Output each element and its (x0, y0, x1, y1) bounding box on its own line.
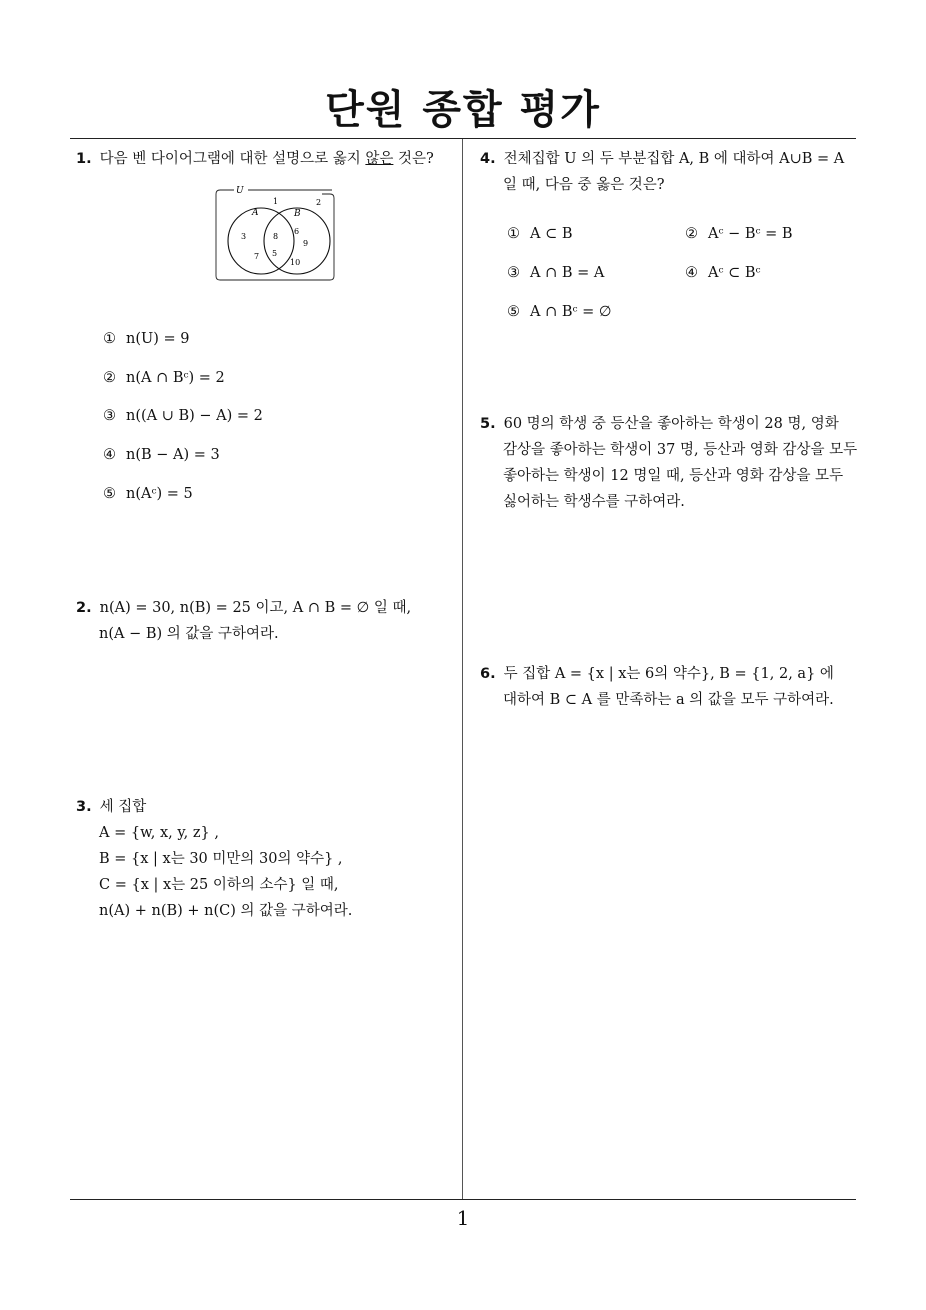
question-6 (480, 661, 860, 713)
question-line: n(A) = 30, n(B) = 25 이고, A ∩ B = ∅ 일 때, (99, 600, 412, 616)
venn-diagram (212, 183, 340, 285)
q1-choice-4: ④ n(B − A) = 3 (103, 447, 220, 463)
set-a-definition: A = {w, x, y, z} , (99, 825, 219, 841)
question-stem-end: 것은? (393, 151, 434, 167)
question-5 (480, 411, 860, 515)
venn-elem-b-3: 10 (290, 258, 301, 267)
q4-choice-5: ⑤ A ∩ Bᶜ = ∅ (507, 304, 612, 320)
question-line: 좋아하는 학생이 12 명일 때, 등산과 영화 감상을 모두 (503, 468, 844, 484)
venn-elem-both-1: 8 (273, 232, 279, 241)
q1-choice-2: ② n(A ∩ Bᶜ) = 2 (103, 370, 225, 386)
question-line: 일 때, 다음 중 옳은 것은? (503, 177, 665, 193)
q4-choice-2: ② Aᶜ − Bᶜ = B (685, 226, 793, 242)
question-line: 전체집합 U 의 두 부분집합 A, B 에 대하여 A∪B = A (503, 151, 845, 167)
venn-elem-b-1: 6 (294, 227, 300, 236)
question-number: 6. (480, 666, 496, 682)
underlined-word: 않은 (365, 151, 394, 167)
venn-elem-both-2: 5 (272, 249, 278, 258)
question-number: 1. (76, 151, 92, 167)
venn-elem-outside-1: 1 (273, 197, 279, 206)
question-3 (76, 794, 458, 924)
venn-circle-a (228, 208, 294, 274)
question-line: n(A − B) 의 값을 구하여라. (99, 626, 279, 642)
page-title: 단원 종합 평가 (325, 87, 601, 133)
venn-label-a: A (252, 208, 259, 218)
question-number: 4. (480, 151, 496, 167)
venn-label-u: U (236, 186, 244, 196)
q4-choice-4: ④ Aᶜ ⊂ Bᶜ (685, 265, 761, 281)
q4-choice-3: ③ A ∩ B = A (507, 265, 605, 281)
question-line: 싫어하는 학생수를 구하여라. (503, 494, 685, 510)
question-stem: 다음 벤 다이어그램에 대한 설명으로 옳지 (99, 151, 366, 167)
q1-choice-1: ① n(U) = 9 (103, 331, 190, 347)
question-1 (76, 146, 458, 172)
question-line: 60 명의 학생 중 등산을 좋아하는 학생이 28 명, 영화 (503, 416, 839, 432)
question-4 (480, 146, 860, 198)
venn-elem-a-2: 7 (254, 252, 260, 261)
venn-elem-b-2: 9 (303, 239, 309, 248)
q1-choice-3: ③ n((A ∪ B) − A) = 2 (103, 408, 263, 424)
question-number: 3. (76, 799, 92, 815)
question-line: n(A) + n(B) + n(C) 의 값을 구하여라. (99, 903, 353, 919)
q1-choice-5: ⑤ n(Aᶜ) = 5 (103, 486, 193, 502)
q4-choice-1: ① A ⊂ B (507, 226, 573, 242)
venn-label-b: B (294, 209, 301, 219)
top-rule (70, 138, 856, 139)
question-line: 두 집합 A = {x | x는 6의 약수}, B = {1, 2, a} 에 (503, 666, 834, 682)
question-line: 세 집합 (99, 799, 147, 815)
question-number: 5. (480, 416, 496, 432)
question-number: 2. (76, 600, 92, 616)
venn-elem-outside-2: 2 (316, 198, 322, 207)
question-line: 대하여 B ⊂ A 를 만족하는 a 의 값을 모두 구하여라. (503, 692, 834, 708)
question-2 (76, 595, 458, 647)
set-c-definition: C = {x | x는 25 이하의 소수} 일 때, (99, 877, 339, 893)
set-b-definition: B = {x | x는 30 미만의 30의 약수} , (99, 851, 343, 867)
column-divider (462, 139, 463, 1200)
page-number: 1 (456, 1206, 470, 1230)
question-line: 감상을 좋아하는 학생이 37 명, 등산과 영화 감상을 모두 (503, 442, 858, 458)
venn-elem-a-1: 3 (241, 232, 247, 241)
bottom-rule (70, 1199, 856, 1200)
